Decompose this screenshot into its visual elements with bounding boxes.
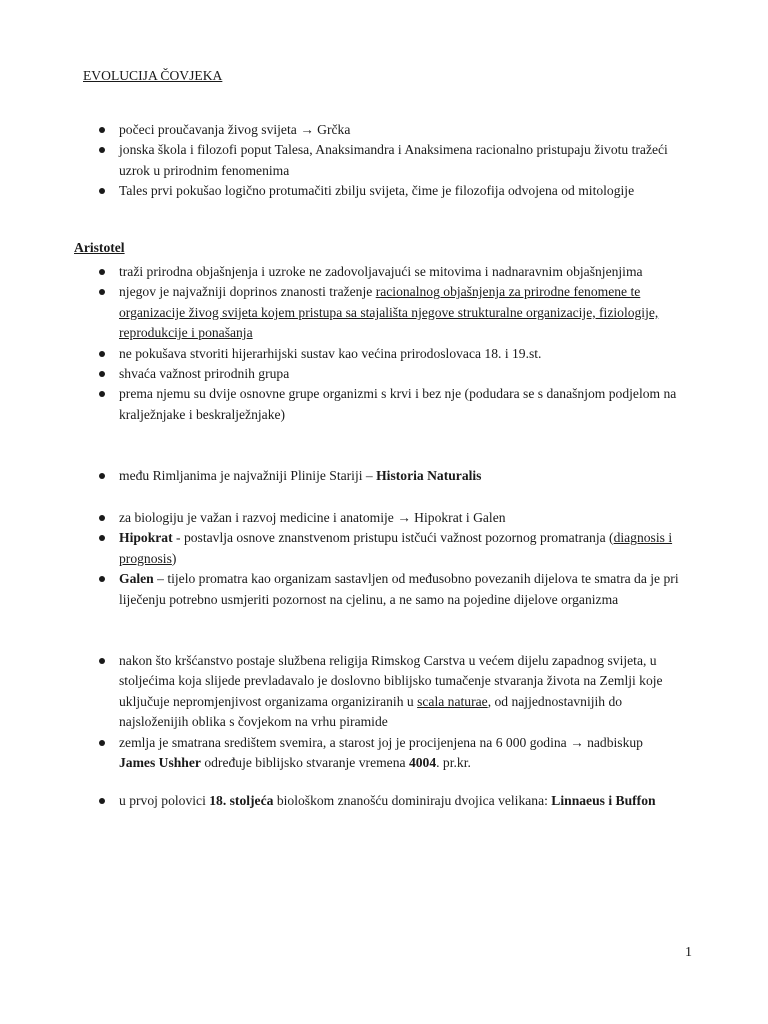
krscanstvo-list — [0, 651, 768, 773]
list-item: zemlja je smatrana središtem svemira, a starost joj je procijenjena na 6 000 godina → nadbiskup James Ushher određuje biblijsko stvaranje vremena 4004. pr.kr. — [0, 733, 679, 774]
arrow-right-icon: → — [397, 510, 411, 525]
list-item: počeci proučavanja živog svijeta → Grčka — [0, 120, 679, 140]
arrow-right-icon: → — [300, 122, 314, 137]
aristotel-list — [0, 262, 768, 425]
list-item: za biologiju je važan i razvoj medicine i anatomije → Hipokrat i Galen — [0, 508, 679, 528]
section-heading-aristotel: Aristotel — [74, 240, 125, 255]
document-title: EVOLUCIJA ČOVJEKA — [83, 68, 223, 83]
list-item: među Rimljanima je najvažniji Plinije Stariji – Historia Naturalis — [0, 466, 679, 486]
intro-list — [0, 120, 768, 202]
list-item: shvaća važnost prirodnih grupa — [0, 364, 679, 384]
medicina-list — [0, 508, 768, 610]
list-item: ne pokušava stvoriti hijerarhijski sustav kao većina prirodoslovaca 18. i 19.st. — [0, 344, 679, 364]
list-item: nakon što kršćanstvo postaje službena religija Rimskog Carstva u većem dijelu zapadnog svijeta, u stoljećima koja slijede prevladavalo je doslovno biblijsko tumačenje stvaranja života na Zemlji koje uključuje nepromjenjivost organizama organiziranih u scala naturae, od najjednostavnijih do najsloženijih oblika s čovjekom na vrhu piramide — [0, 651, 679, 733]
stoljece-list — [0, 791, 768, 811]
list-item: Galen – tijelo promatra kao organizam sastavljen od međusobno povezanih dijelova te smatra da je pri liječenju potrebno usmjeriti pozornost na cjelinu, a ne samo na pojedine dijelove organizma — [0, 569, 679, 610]
list-item: jonska škola i filozofi poput Talesa, Anaksimandra i Anaksimena racionalno pristupaju životu tražeći uzrok u prirodnim fenomenima — [0, 140, 679, 181]
list-item: Hipokrat - postavlja osnove znanstvenom pristupu istčući važnost pozornog promatranja (diagnosis i prognosis) — [0, 528, 679, 569]
arrow-right-icon: → — [570, 734, 584, 750]
list-item: Tales prvi pokušao logično protumačiti zbilju svijeta, čime je filozofija odvojena od mitologije — [0, 181, 679, 201]
list-item: njegov je najvažniji doprinos znanosti traženje racionalnog objašnjenja za prirodne fenomene te organizacije živog svijeta kojem pristupa sa stajališta njegove strukturalne organizacije, fiziologije, reprodukcije i ponašanja — [0, 282, 679, 343]
list-item: prema njemu su dvije osnovne grupe organizmi s krvi i bez nje (podudara se s današnjom podjelom na kralježnjake i beskralježnjake) — [0, 384, 679, 425]
rim-list — [0, 466, 768, 486]
list-item: traži prirodna objašnjenja i uzroke ne zadovoljavajući se mitovima i nadnaravnim objašnjenjima — [0, 262, 679, 282]
list-item: u prvoj polovici 18. stoljeća biološkom znanošću dominiraju dvojica velikana: Linnaeus i Buffon — [0, 791, 679, 811]
page-number: 1 — [685, 945, 692, 960]
